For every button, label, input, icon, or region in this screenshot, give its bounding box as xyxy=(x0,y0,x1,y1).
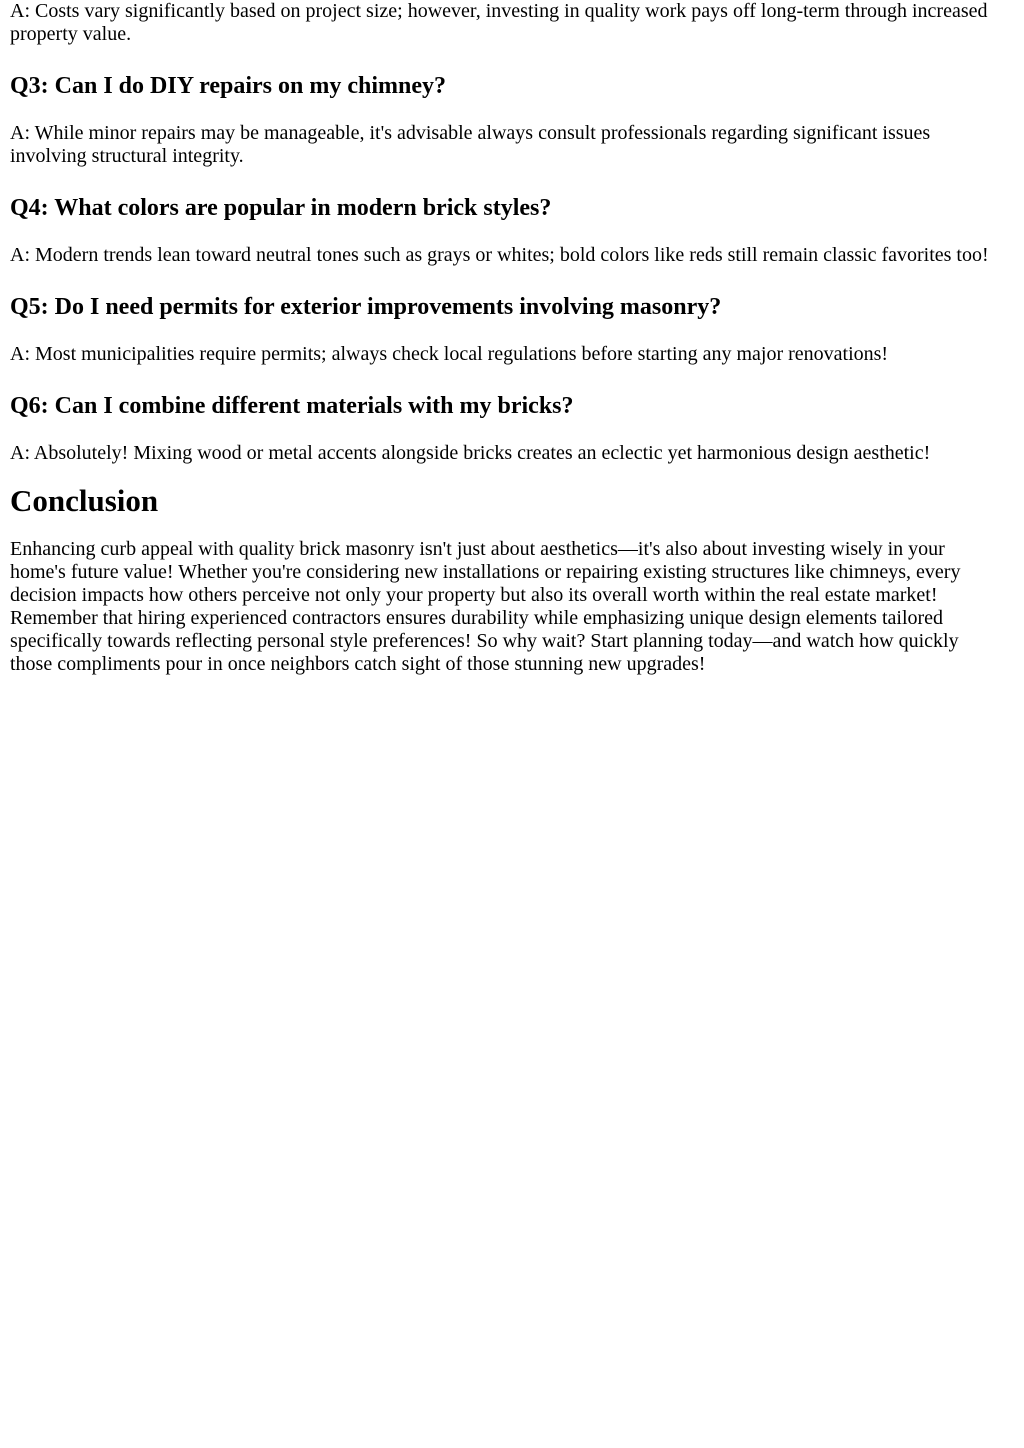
faq-answer-q3: A: While minor repairs may be manageable, it's advisable always consult professionals regarding significant issues involving structural integrity. xyxy=(10,122,931,167)
faq-answer-q6: A: Absolutely! Mixing wood or metal accents alongside bricks creates an eclectic yet harmonious design aesthetic! xyxy=(10,442,931,464)
faq-answer-q2: A: Costs vary significantly based on project size; however, investing in quality work pays off long-term through increased property value. xyxy=(10,0,988,45)
faq-question-q3: Q3: Can I do DIY repairs on my chimney? xyxy=(10,73,447,99)
faq-question-q4: Q4: What colors are popular in modern brick styles? xyxy=(10,195,552,221)
faq-question-q5: Q5: Do I need permits for exterior improvements involving masonry? xyxy=(10,294,722,320)
article-content xyxy=(10,0,1000,676)
faq-question-q6: Q6: Can I combine different materials with my bricks? xyxy=(10,393,574,419)
conclusion-paragraph: Enhancing curb appeal with quality brick masonry isn't just about aesthetics—it's also about investing wisely in your home's future value! Whether you're considering new installations or repairing existing structures like chimneys, every decision impacts how others perceive not only your property but also its overall worth within the real estate market! Remember that hiring experienced contractors ensures durability while emphasizing unique design elements tailored specifically towards reflecting personal style preferences! So why wait? Start planning today—and watch how quickly those compliments pour in once neighbors catch sight of those stunning new upgrades! xyxy=(10,538,961,675)
faq-answer-q4: A: Modern trends lean toward neutral tones such as grays or whites; bold colors like reds still remain classic favorites too! xyxy=(10,244,989,266)
conclusion-heading: Conclusion xyxy=(10,483,159,518)
faq-answer-q5: A: Most municipalities require permits; always check local regulations before starting any major renovations! xyxy=(10,343,889,365)
